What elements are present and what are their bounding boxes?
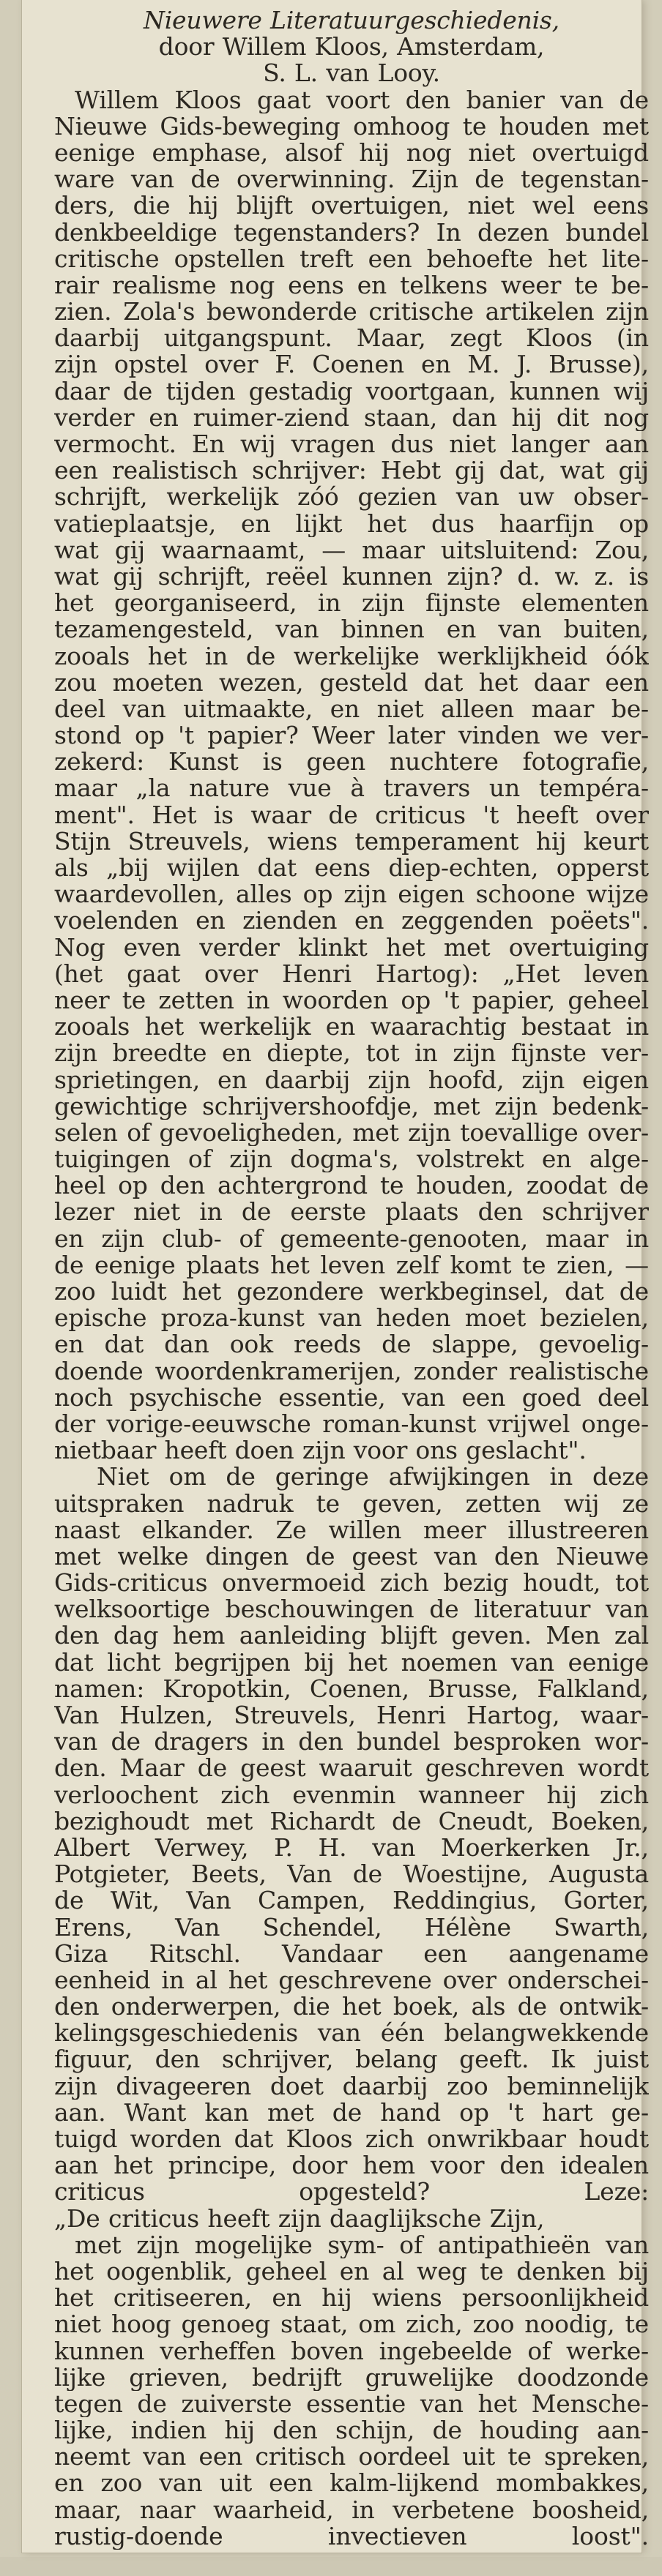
text-line: ware van de overwinning. Zijn de tegenstan- xyxy=(54,166,649,193)
text-line: zekerd: Kunst is geen nuchtere fotografie, xyxy=(54,749,649,776)
text-line: eenheid in al het geschrevene over onderschei- xyxy=(54,1966,649,1994)
text-line: zooals het werkelijk en waarachtig bestaat in xyxy=(54,1014,649,1041)
text-line: lijke, indien hij den schijn, de houding aan- xyxy=(54,2417,649,2444)
text-line: een realistisch schrijver: Hebt gij dat, wat gij xyxy=(54,457,649,484)
text-line: der vorige-eeuwsche roman-kunst vrijwel onge- xyxy=(54,1410,649,1438)
text-line: de Wit, Van Campen, Reddingius, Gorter, xyxy=(54,1887,649,1914)
text-line: bezighoudt met Richardt de Cneudt, Boeken, xyxy=(54,1808,649,1835)
text-line: tegen de zuiverste essentie van het Mensche- xyxy=(54,2390,649,2418)
text-line: vermocht. En wij vragen dus niet langer aan xyxy=(54,431,649,458)
text-line: epische proza-kunst van heden moet bezielen, xyxy=(54,1305,649,1332)
text-line: gewichtige schrijvershoofdje, met zijn bedenk- xyxy=(54,1093,649,1120)
text-line: eenige emphase, alsof hij nog niet overtuigd xyxy=(54,139,649,167)
text-line: den dag hem aanleiding blijft geven. Men zal xyxy=(54,1622,649,1650)
text-line: figuur, den schrijver, belang geeft. Ik juist xyxy=(54,2046,649,2073)
text-line: criticus opgesteld? Leze: xyxy=(54,2179,649,2206)
text-line: vatieplaatsje, en lijkt het dus haarfijn op xyxy=(54,510,649,537)
text-line: de eenige plaats het leven zelf komt te zien, — xyxy=(54,1251,649,1278)
text-line: verder en ruimer-ziend staan, dan hij dit nog xyxy=(54,404,649,431)
text-line: wat gij waarnaamt, — maar uitsluitend: Zou, xyxy=(54,536,649,564)
text-line: aan. Want kan met de hand op 't hart ge- xyxy=(54,2099,649,2126)
text-line: van de dragers in den bundel besproken wor- xyxy=(54,1729,649,1756)
text-line: Albert Verwey, P. H. van Moerkerken Jr., xyxy=(54,1834,649,1862)
text-line: en dat dan ook reeds de slappe, gevoelig- xyxy=(54,1331,649,1358)
text-line: den. Maar de geest waaruit geschreven wordt xyxy=(54,1755,649,1782)
text-line: verloochent zich evenmin wanneer hij zich xyxy=(54,1781,649,1808)
text-line: ment". Het is waar de criticus 't heeft over xyxy=(54,801,649,828)
text-line: met zijn mogelijke sym- of antipathieën van xyxy=(75,2231,649,2258)
text-line: denkbeeldige tegenstanders? In dezen bundel xyxy=(54,219,649,246)
newspaper-clipping xyxy=(22,0,649,2553)
text-line: zijn divageeren doet daarbij zoo beminnelijk xyxy=(54,2073,649,2100)
text-line: Giza Ritschl. Vandaar een aangename xyxy=(54,1940,649,1967)
article-header xyxy=(54,7,649,87)
text-line: zien. Zola's bewonderde critische artikelen zijn xyxy=(54,299,649,326)
article-body xyxy=(54,87,649,2576)
text-line: zijn opstel over F. Coenen en M. J. Brusse), xyxy=(54,351,649,378)
text-line: rustig-doende invectieven loost". xyxy=(54,2523,649,2550)
text-line: tuigd worden dat Kloos zich onwrikbaar houdt xyxy=(54,2126,649,2153)
text-line: wat gij schrijft, reëel kunnen zijn? d. w. z. is xyxy=(54,563,649,591)
article-author: door Willem Kloos, Amsterdam, xyxy=(158,34,545,61)
text-line: heel op den achtergrond te houden, zoodat de xyxy=(54,1172,649,1199)
text-line: en zijn club- of gemeente-genooten, maar in xyxy=(54,1225,649,1252)
text-line: neemt van een critisch oordeel uit te spreken, xyxy=(54,2444,649,2471)
text-line: als „bij wijlen dat eens diep-echten, opperst xyxy=(54,855,649,882)
text-line: kunnen verheffen boven ingebeelde of werke- xyxy=(54,2337,649,2365)
text-line: met welke dingen de geest van den Nieuwe xyxy=(54,1543,649,1570)
text-line: ders, die hij blijft overtuigen, niet wel eens xyxy=(54,192,649,220)
text-line: tezamengesteld, van binnen en van buiten, xyxy=(54,616,649,643)
text-line: maar „la nature vue à travers un tempéra- xyxy=(54,775,649,802)
text-line: daarbij uitgangspunt. Maar, zegt Kloos (in xyxy=(54,325,649,352)
text-line: den onderwerpen, die het boek, als de ontwik- xyxy=(54,1993,649,2021)
text-line: daar de tijden gestadig voortgaan, kunnen wij xyxy=(54,378,649,405)
text-line: Gids-criticus onvermoeid zich bezig houdt, tot xyxy=(54,1570,649,1597)
text-line: critische opstellen treft een behoefte het lite- xyxy=(54,245,649,272)
text-line: aan het principe, door hem voor den idealen xyxy=(54,2152,649,2179)
text-line: Nog even verder klinkt het met overtuiging xyxy=(54,934,649,961)
text-line: zijn breedte en diepte, tot in zijn fijnste ver- xyxy=(54,1040,649,1067)
article-text xyxy=(54,7,649,2576)
text-line xyxy=(54,2550,649,2576)
text-line: lezer niet in de eerste plaats den schrijver xyxy=(54,1199,649,1226)
text-line: deel van uitmaakte, en niet alleen maar be- xyxy=(54,695,649,723)
text-line: Niet om de geringe afwijkingen in deze xyxy=(97,1464,649,1491)
text-line: Willem Kloos gaat voort den banier van de xyxy=(75,86,649,113)
text-line: Stijn Streuvels, wiens temperament hij keurt xyxy=(54,828,649,855)
text-line: Van Hulzen, Streuvels, Henri Hartog, waar- xyxy=(54,1702,649,1729)
text-line: „De criticus heeft zijn daaglijksche Zijn, xyxy=(54,2205,545,2232)
text-line: tuigingen of zijn dogma's, volstrekt en alge- xyxy=(54,1146,649,1173)
text-line: rair realisme nog eens en telkens weer te be- xyxy=(54,272,649,299)
text-line: zoo luidt het gezondere werkbeginsel, dat de xyxy=(54,1278,649,1306)
text-line: kelingsgeschiedenis van één belangwekkende xyxy=(54,2020,649,2047)
text-line: dat licht begrijpen bij het noemen van eenige xyxy=(54,1649,649,1676)
text-line: Erens, Van Schendel, Hélène Swarth, xyxy=(54,1914,649,1941)
text-line: en zoo van uit een kalm-lijkend mombakkes, xyxy=(54,2470,649,2497)
text-line: zou moeten wezen, gesteld dat het daar een xyxy=(54,669,649,696)
text-line: stond op 't papier? Weer later vinden we ver- xyxy=(54,722,649,749)
text-line: zooals het in de werkelijke werklijkheid óók xyxy=(54,643,649,670)
article-title: Nieuwere Literatuurgeschiedenis, xyxy=(144,7,559,34)
text-line: lijke grieven, bedrijft gruwelijke doodzonde xyxy=(54,2364,649,2391)
text-line: het oogenblik, geheel en al weg te denken bij xyxy=(54,2258,649,2285)
text-line: voelenden en zienden en zeggenden poëets". xyxy=(54,907,649,935)
text-line: doende woordenkramerijen, zonder realistische xyxy=(54,1358,649,1385)
text-line: nietbaar heeft doen zijn voor ons geslacht". xyxy=(54,1437,587,1464)
text-line: maar, naar waarheid, in verbetene boosheid, xyxy=(54,2496,649,2523)
text-line: schrijft, werkelijk zóó gezien van uw obser- xyxy=(54,484,649,511)
text-line: noch psychische essentie, van een goed deel xyxy=(54,1384,649,1411)
text-line: neer te zetten in woorden op 't papier, geheel xyxy=(54,986,649,1014)
text-line: Nieuwe Gids-beweging omhoog te houden met xyxy=(54,113,649,140)
text-line: welksoortige beschouwingen de literatuur van xyxy=(54,1596,649,1623)
text-line: niet hoog genoeg staat, om zich, zoo noodig, te xyxy=(54,2311,649,2338)
text-line: namen: Kropotkin, Coenen, Brusse, Falkland, xyxy=(54,1675,649,1702)
text-line: waardevollen, alles op zijn eigen schoone wijze xyxy=(54,881,649,908)
article-reviewer: S. L. van Looy. xyxy=(263,60,440,87)
text-line: naast elkander. Ze willen meer illustreeren xyxy=(54,1516,649,1543)
text-line: selen of gevoeligheden, met zijn toevallige over- xyxy=(54,1119,649,1147)
text-line: sprietingen, en daarbij zijn hoofd, zijn eigen xyxy=(54,1066,649,1093)
text-line: uitspraken nadruk te geven, zetten wij ze xyxy=(54,1490,649,1517)
text-line: Potgieter, Beets, Van de Woestijne, Augusta xyxy=(54,1861,649,1888)
text-line: het critiseeren, en hij wiens persoonlijkheid xyxy=(54,2285,649,2312)
text-line: (het gaat over Henri Hartog): „Het leven xyxy=(54,960,649,987)
text-line: het georganiseerd, in zijn fijnste elementen xyxy=(54,590,649,617)
